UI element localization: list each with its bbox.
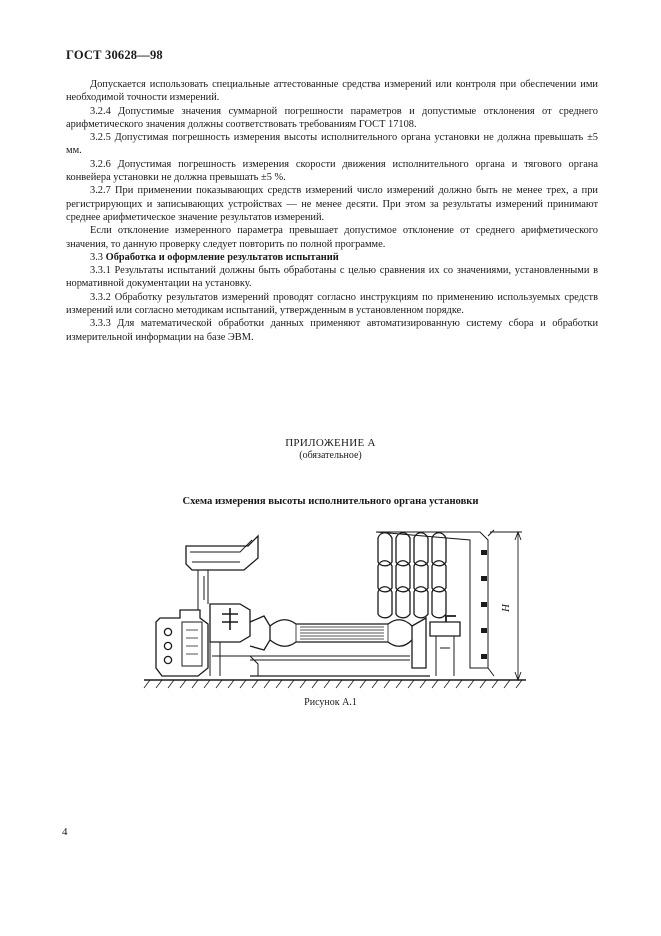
figure-title: Схема измерения высоты исполнительного органа установки (182, 496, 479, 507)
figure-caption: Рисунок А.1 (304, 697, 357, 708)
section-number: 3.3 (90, 251, 103, 263)
conveyor-pan (156, 536, 258, 676)
paragraph: 3.3.3 Для математической обработки данных применяют автоматизированную систему сбора и обработки измерительной информации на базе ЭВМ. (66, 318, 598, 343)
appendix-subtitle: (обязательное) (299, 450, 362, 461)
cutting-head (376, 530, 494, 676)
chain-bed (250, 616, 430, 676)
paragraph: 3.3.2 Обработку результатов измерений проводят согласно инструкциям по применению используемых средств измерений или согласно методикам испытаний, утвержденным в установленном порядке. (66, 291, 598, 317)
paragraph: 3.3.1 Результаты испытаний должны быть обработаны с целью сравнения их со значениями, установленными в нормативной документации на установку. (66, 265, 598, 290)
section-title: Обработка и оформление результатов испытаний (105, 251, 339, 263)
paragraph: Если отклонение измеренного параметра превышает допустимое отклонение от среднего арифметического значения, то данную проверку следует повторить по полной программе. (66, 225, 598, 250)
measurement-diagram (140, 518, 530, 696)
height-label: H (500, 604, 512, 612)
page-number: 4 (62, 826, 68, 838)
appendix-title: ПРИЛОЖЕНИЕ А (285, 437, 376, 449)
paragraph: 3.2.4 Допустимые значения суммарной погрешности параметров и допустимые отклонения от среднего арифметического значения должны соответствовать требованиям ГОСТ 17108. (66, 105, 598, 130)
paragraph: Допускается использовать специальные аттестованные средства измерений или контроля при обеспечении ими необходимой точности измерений. (66, 79, 598, 104)
document-header: ГОСТ 30628—98 (66, 48, 163, 62)
paragraph: 3.2.5 Допустимая погрешность измерения высоты исполнительного органа установки не должна превышать ±5 мм. (66, 132, 598, 157)
paragraph: 3.2.7 При применении показывающих средств измерений число измерений должно быть не менее трех, а при регистрирующих и записывающих устройствах — не менее десяти. При этом за результаты измерений принимают среднее арифметическое значение результатов измерений. (66, 185, 598, 223)
floor-hatching (144, 680, 522, 688)
body-text (66, 78, 598, 344)
paragraph: 3.2.6 Допустимая погрешность измерения скорости движения исполнительного органа и тягового органа конвейера установки не должна превышать ±5 %. (66, 158, 598, 184)
section-heading (66, 251, 598, 264)
